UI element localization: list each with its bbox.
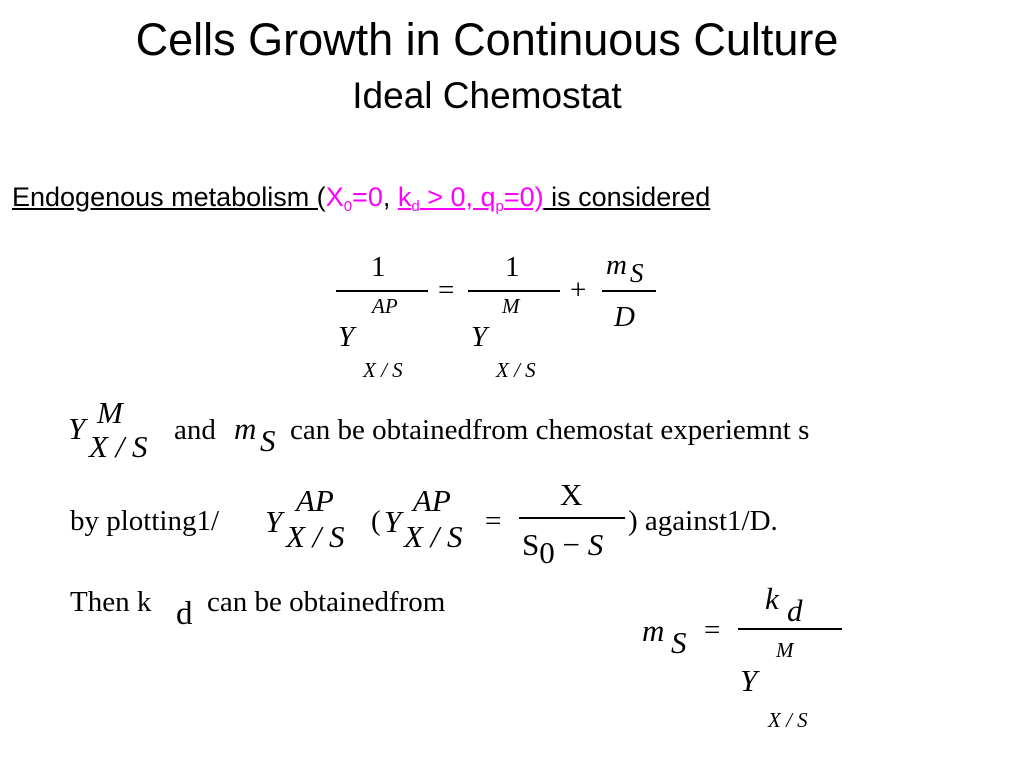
eq1-num3-m: m <box>606 249 627 281</box>
heading-text-2: is considered <box>543 182 711 212</box>
eq2-m: m <box>642 613 665 648</box>
heading-text-1: Endogenous metabolism ( <box>12 182 326 212</box>
heading-x0: $X_0=0$ <box>325 182 383 215</box>
line2-suffix: ) against1/D. <box>628 505 778 537</box>
endogenous-heading <box>12 180 710 224</box>
eq1-den2-Y: Y <box>471 321 488 353</box>
line1-m-sub: S <box>260 423 276 458</box>
line3-sub: d <box>176 596 193 632</box>
line2-num: X <box>560 477 583 512</box>
eq2-num-k: k <box>765 581 779 616</box>
eq1-fraction-bar-3 <box>602 290 656 292</box>
line2-sup2: AP <box>413 483 451 518</box>
line1-sup: M <box>97 395 123 430</box>
eq2-equals: = <box>704 614 721 646</box>
line1-m: m <box>234 411 257 446</box>
line2-den: S0 − S <box>522 527 604 570</box>
line2-prefix: by plotting1/ <box>70 505 220 537</box>
eq2-num-sub: d <box>787 593 803 628</box>
line2-sup1: AP <box>296 483 334 518</box>
eq1-num-2: 1 <box>505 251 520 283</box>
line1-and: and <box>174 414 216 446</box>
line1-sub: X / S <box>89 429 148 464</box>
eq1-den3: D <box>614 301 635 333</box>
eq2-den-sub: X / S <box>768 708 808 732</box>
line2-fraction-bar <box>519 517 625 519</box>
line3-text-2: can be obtainedfrom <box>207 586 446 618</box>
eq1-den1-Y: Y <box>338 321 355 353</box>
line2-Y2: Y <box>384 504 402 539</box>
eq1-fraction-bar-2 <box>468 290 560 292</box>
eq1-fraction-bar-1 <box>336 290 428 292</box>
line1-Y: Y <box>68 411 86 446</box>
slide-subtitle: Ideal Chemostat <box>352 75 622 116</box>
eq1-den2-sub: X / S <box>496 358 536 382</box>
eq1-den1-sub: X / S <box>363 358 403 382</box>
eq1-equals: = <box>438 274 455 306</box>
eq1-den1-sup: AP <box>372 294 398 318</box>
line2-sub2: X / S <box>404 519 463 554</box>
eq1-num3-sub: S <box>630 258 644 288</box>
heading-kd: $k_d > 0$, $q_p=0$) <box>397 182 544 215</box>
eq2-den-sup: M <box>776 638 794 662</box>
eq2-den-Y: Y <box>740 663 758 698</box>
slide-title: Cells Growth in Continuous Culture <box>135 14 839 65</box>
line2-paren-open: ( <box>371 505 381 537</box>
eq2-fraction-bar <box>738 628 842 630</box>
line2-equals: = <box>485 505 502 537</box>
line1-text: can be obtainedfrom chemostat experiemnt s <box>290 414 810 446</box>
line2-Y1: Y <box>265 504 283 539</box>
heading-comma: , <box>382 182 398 212</box>
eq1-plus: + <box>570 274 587 306</box>
eq1-den2-sup: M <box>502 294 520 318</box>
eq1-num-1: 1 <box>371 251 386 283</box>
line2-sub1: X / S <box>286 519 345 554</box>
line3-text-1: Then k <box>70 586 152 618</box>
eq2-m-sub: S <box>671 625 687 660</box>
